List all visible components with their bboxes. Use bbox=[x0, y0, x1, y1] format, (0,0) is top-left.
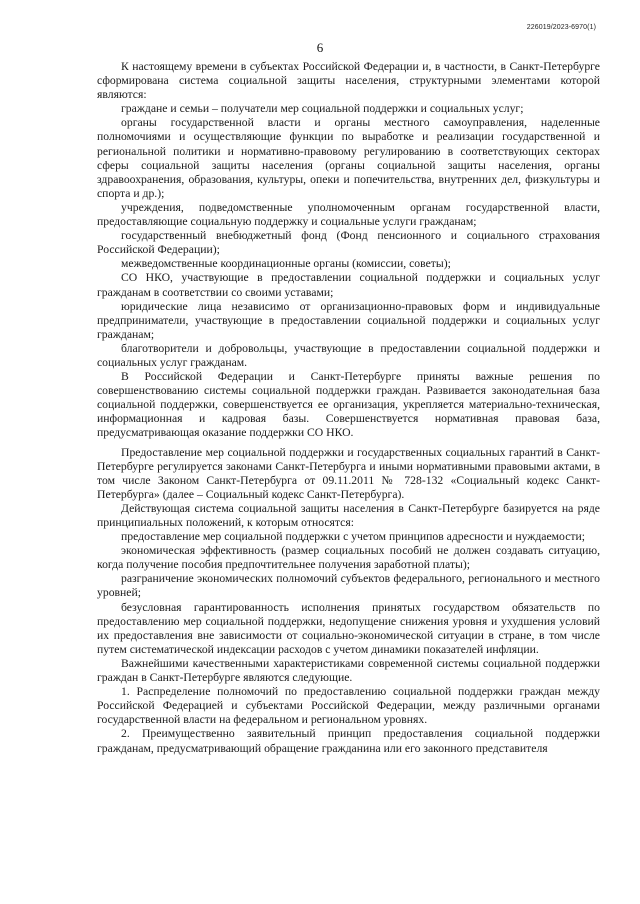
page-number: 6 bbox=[316, 40, 324, 55]
paragraph: экономическая эффективность (размер социальных пособий не должен создавать ситуацию, когда получение пособия предпочтительнее получения заработной платы); bbox=[97, 544, 600, 572]
paragraph: предоставление мер социальной поддержки с учетом принципов адресности и нуждаемости; bbox=[121, 530, 585, 544]
paragraph: граждане и семьи – получатели мер социальной поддержки и социальных услуг; bbox=[121, 102, 524, 116]
paragraph: Предоставление мер социальной поддержки и государственных социальных гарантий в Санкт-Петербурге регулируется законами Санкт-Петербурга и иными нормативными правовыми актами, в том числе Законом Санкт-Петербурга от 09.11.2011 № 728-132 «Социальный кодекс Санкт-Петербурга» (далее – Социальный кодекс Санкт-Петербурга). bbox=[97, 445, 600, 501]
paragraph: органы государственной власти и органы местного самоуправления, наделенные полномочиями и осуществляющие функции по выработке и реализации государственной и региональной политики и нормативно-правовому регулированию в соответствующих секторах сферы социальной защиты населения (органы социальной защиты населения, органы здравоохранения, образования, культуры, опеки и попечительства, внутренних дел, физкультуры и спорта и др.); bbox=[97, 116, 600, 200]
document-body bbox=[97, 60, 600, 756]
paragraph: благотворители и добровольцы, участвующие в предоставлении социальной поддержки и социальных услуг гражданам. bbox=[97, 341, 600, 369]
paragraph: 1. Распределение полномочий по предоставлению социальной поддержки граждан между Российской Федерацией и субъектами Российской Федерации, между различными органами государственной власти на федеральном и региональном уровнях. bbox=[97, 685, 600, 727]
paragraph: СО НКО, участвующие в предоставлении социальной поддержки и социальных услуг гражданам в соответствии со своими уставами; bbox=[97, 271, 600, 299]
paragraph: юридические лица независимо от организационно-правовых форм и индивидуальные предприниматели, участвующие в предоставлении социальной поддержки и социальных услуг гражданам; bbox=[97, 299, 600, 341]
paragraph: учреждения, подведомственные уполномоченным органам государственной власти, предоставляющие социальную поддержку и социальные услуги гражданам; bbox=[97, 200, 600, 229]
paragraph: Действующая система социальной защиты населения в Санкт-Петербурге базируется на ряде принципиальных положений, к которым относятся: bbox=[97, 501, 600, 529]
paragraph: 2. Преимущественно заявительный принцип предоставления социальной поддержки гражданам, предусматривающий обращение гражданина или его законного представителя bbox=[97, 727, 600, 755]
paragraph: К настоящему времени в субъектах Российской Федерации и, в частности, в Санкт-Петербурге сформирована система социальной защиты населения, структурными элементами которой являются: bbox=[97, 60, 600, 102]
paragraph: межведомственные координационные органы (комиссии, советы); bbox=[121, 257, 451, 271]
paragraph: безусловная гарантированность исполнения принятых государством обязательств по предоставлению мер социальной поддержки, недопущение снижения уровня и ухудшения условий их предоставления вне зависимости от социально-экономической ситуации в стране, в том числе путем систематической индексации расходов с учетом динамики показателей инфляции. bbox=[97, 600, 600, 656]
paragraph: В Российской Федерации и Санкт-Петербурге приняты важные решения по совершенствованию системы социальной поддержки граждан. Развивается законодательная база социальной поддержки, совершенствуется ее организация, укрепляется материально-техническая, информационная и кадровая базы. Совершенствуется нормативная правовая база, предусматривающая оказание поддержки СО НКО. bbox=[97, 370, 600, 440]
paragraph: разграничение экономических полномочий субъектов федерального, регионального и местного уровней; bbox=[97, 572, 600, 600]
document-registration-number: 226019/2023-6970(1) bbox=[526, 24, 596, 31]
paragraph: государственный внебюджетный фонд (Фонд пенсионного и социального страхования Российской Федерации); bbox=[97, 229, 600, 257]
paragraph: Важнейшими качественными характеристиками современной системы социальной поддержки граждан в Санкт-Петербурге являются следующие. bbox=[97, 656, 600, 685]
